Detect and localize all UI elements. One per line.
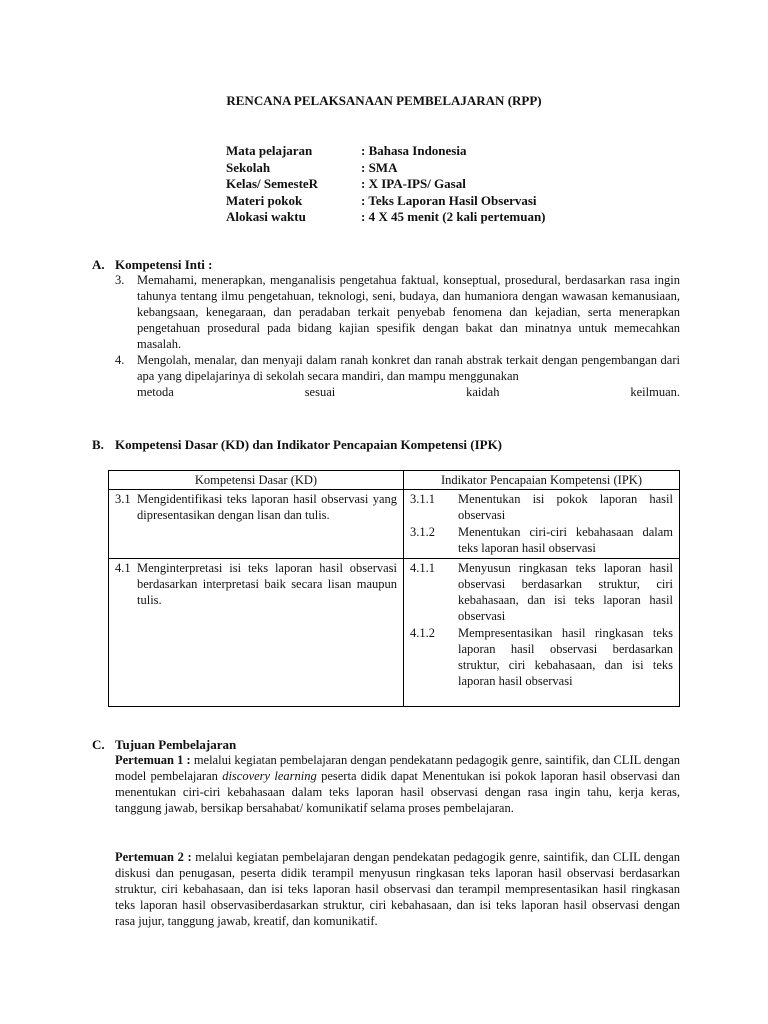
- kd-entry: [115, 560, 397, 608]
- kd-number: 3.1: [115, 492, 131, 506]
- meta-row-class: [226, 176, 546, 193]
- ipk-entry: [410, 560, 673, 624]
- item-text-wrap: [137, 352, 680, 400]
- tujuan-pertemuan-1: [115, 752, 680, 816]
- ipk-text: Menyusun ringkasan teks laporan hasil observasi berdasarkan struktur, ciri kebahasaan, dan isi teks laporan hasil observasi: [458, 561, 673, 623]
- kompetensi-inti-list: [115, 272, 680, 400]
- kd-cell: [109, 559, 404, 707]
- list-item: [115, 272, 680, 352]
- item-number: 3.: [115, 273, 125, 287]
- item-number: 4.: [115, 353, 125, 367]
- ipk-number: 3.1.1: [410, 492, 435, 506]
- list-item: [115, 352, 680, 400]
- ipk-entry: [410, 524, 673, 556]
- meeting-label: Pertemuan 2 :: [115, 850, 192, 864]
- rpp-identity-block: [226, 143, 546, 226]
- ipk-number: 4.1.2: [410, 626, 435, 640]
- ipk-entry: [410, 625, 673, 689]
- meta-label: Mata pelajaran: [226, 143, 313, 158]
- emphasis-text: discovery learning: [222, 769, 317, 783]
- paragraph-text: melalui kegiatan pembelajaran dengan pendekatann pedagogik genre, saintifik, dan CLIL dengan model pembelajaran: [115, 753, 680, 783]
- meta-row-subject: [226, 143, 546, 160]
- kd-entry: [115, 491, 397, 523]
- ipk-entry: [410, 491, 673, 523]
- section-c-heading: [92, 737, 236, 753]
- section-a-heading: [92, 257, 213, 273]
- section-letter: C.: [92, 737, 105, 752]
- kd-text: Menginterpretasi isi teks laporan hasil observasi berdasarkan interpretasi baik secara lisan maupun tulis.: [137, 561, 397, 607]
- ipk-cell: [404, 559, 680, 707]
- meta-row-time: [226, 209, 546, 226]
- document-title: RENCANA PELAKSANAAN PEMBELAJARAN (RPP): [226, 93, 542, 108]
- section-b-heading: [92, 437, 502, 453]
- column-header-kd: Kompetensi Dasar (KD): [109, 471, 404, 490]
- meta-value: : Bahasa Indonesia: [361, 143, 467, 158]
- kd-text: Mengidentifikasi teks laporan hasil observasi yang dipresentasikan dengan lisan dan tulis.: [137, 492, 397, 522]
- ipk-cell: [404, 490, 680, 559]
- meeting-label: Pertemuan 1 :: [115, 753, 191, 767]
- item-text: Memahami, menerapkan, menganalisis pengetahua faktual, konseptual, prosedural, berdasarkan rasa ingin tahunya tentang ilmu pengetahuan, teknologi, seni, budaya, dan humaniora dengan wawasan kemanusiaan, kebangsaan, kenegaraan, dan peradaban terkait penyebab fenomena dan kejadian, serta menerapkan pengetahuan prosedural pada bidang kajian spesifik dengan bakat dan minatnya untuk memecahkan masalah.: [137, 273, 680, 351]
- meta-value: : SMA: [361, 159, 398, 175]
- section-title: Tujuan Pembelajaran: [115, 737, 237, 752]
- kd-ipk-table: [108, 470, 680, 707]
- meta-label: Sekolah: [226, 159, 271, 175]
- meta-row-material: [226, 193, 546, 210]
- kd-number: 4.1: [115, 561, 131, 575]
- table-row: [109, 559, 680, 707]
- ipk-text: Menentukan isi pokok laporan hasil observasi: [458, 492, 673, 522]
- paragraph-text: melalui kegiatan pembelajaran dengan pendekatan pedagogik genre, saintifik, dan CLIL dengan diskusi dan penugasan, peserta didik terampil menyusun ringkasan: [115, 850, 680, 880]
- meta-label: Kelas/ SemesteR: [226, 176, 319, 191]
- ipk-number: 3.1.2: [410, 525, 435, 539]
- meta-row-school: [226, 160, 546, 177]
- ipk-text: Mempresentasikan hasil ringkasan teks laporan hasil observasi berdasarkan struktur, ciri kebahasaan, dan isi teks laporan hasil observasi: [458, 626, 673, 688]
- table-header-row: [109, 471, 680, 490]
- section-title: Kompetensi Inti :: [115, 257, 213, 272]
- kd-cell: [109, 490, 404, 559]
- meta-label: Materi pokok: [226, 192, 303, 208]
- item-text: Mengolah, menalar, dan menyaji dalam ranah konkret dan ranah abstrak terkait dengan pengembangan dari apa yang dipelajarinya di sekolah secara mandiri, dan mampu menggunakan: [137, 353, 680, 383]
- meta-value: : 4 X 45 menit (2 kali pertemuan): [361, 209, 546, 224]
- ipk-text: Menentukan ciri-ciri kebahasaan dalam teks laporan hasil observasi: [458, 525, 673, 555]
- paragraph-text: peserta didik dapat Menentukan isi pokok laporan hasil observasi dan menentukan ciri-ciri kebahasaan dalam teks laporan hasil observasi dengan rasa ingin tahu, kerja keras, tanggung jawab, bersikap bersahabat/ komunikatif selama proses pembelajaran.: [115, 769, 680, 815]
- meta-value: : Teks Laporan Hasil Observasi: [361, 192, 537, 208]
- column-header-ipk: Indikator Pencapaian Kompetensi (IPK): [404, 471, 680, 490]
- section-letter: B.: [92, 437, 104, 452]
- tujuan-pertemuan-2: [115, 849, 680, 929]
- section-letter: A.: [92, 257, 105, 272]
- ipk-number: 4.1.1: [410, 561, 435, 575]
- table-row: [109, 490, 680, 559]
- item-text-last-line: metoda sesuai kaidah keilmuan.: [137, 385, 680, 399]
- meta-label: Alokasi waktu: [226, 209, 306, 224]
- paragraph-text: teks laporan hasil observasi berdasarkan struktur, ciri kebahasaan, dan isi teks laporan hasil observasi dan terampil mempresentasikan hasil ringkasan teks laporan hasil observasiberdasarkan struktur, ciri kebahasaan, dan isi teks laporan hasil observasi dengan rasa jujur, tanggung jawab, kreatif, dan komunikatif.: [115, 866, 680, 928]
- section-title: Kompetensi Dasar (KD) dan Indikator Pencapaian Kompetensi (IPK): [115, 437, 503, 452]
- meta-value: : X IPA-IPS/ Gasal: [361, 176, 466, 191]
